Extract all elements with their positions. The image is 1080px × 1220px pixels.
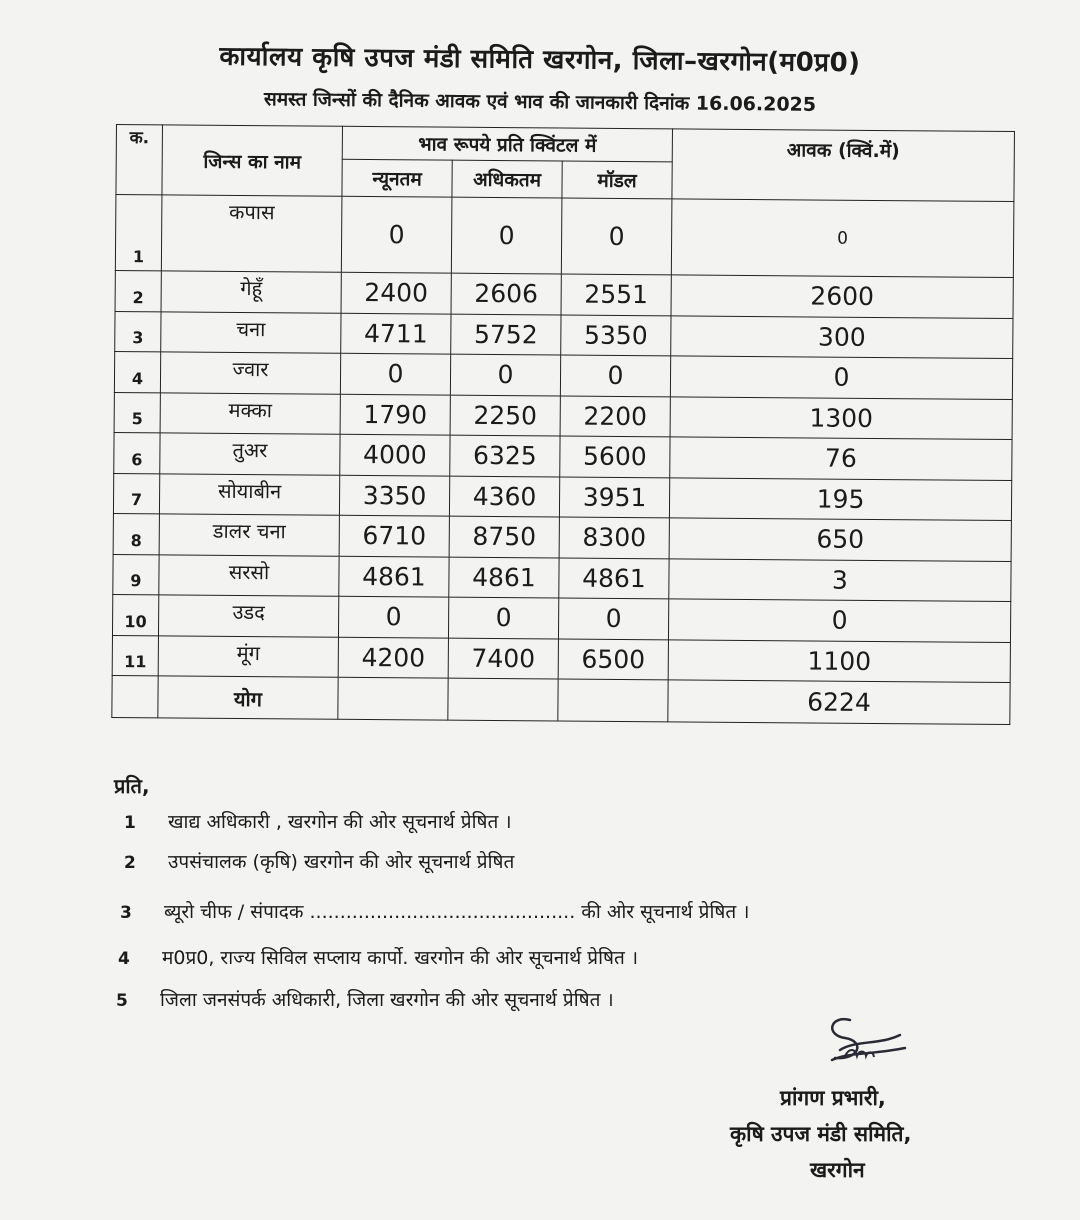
table-row xyxy=(112,594,1010,642)
recipient-text: खाद्य अधिकारी , खरगोन की ओर सूचनार्थ प्रेषित । xyxy=(168,811,512,833)
table-row xyxy=(114,432,1012,480)
col-arrival-header: आवक (क्विं.में) xyxy=(672,129,1015,202)
report-subtitle: समस्त जिन्सों की दैनिक आवक एवं भाव की जानकारी दिनांक 16.06.2025 xyxy=(263,88,817,116)
recipient-number: 3 xyxy=(120,903,132,923)
commodity-name: डालर चना xyxy=(159,514,339,556)
recipient-number: 1 xyxy=(124,813,136,833)
max-price: 2606 xyxy=(451,273,561,314)
arrival-qty: 0 xyxy=(671,199,1014,278)
commodity-name: गेहूँ xyxy=(161,271,341,313)
recipient-item xyxy=(118,944,638,970)
commodity-name: मूंग xyxy=(158,635,338,677)
modal-price: 0 xyxy=(560,355,670,396)
col-name-header: जिन्स का नाम xyxy=(162,125,343,196)
modal-price: 6500 xyxy=(558,638,668,679)
signatory-org: कृषि उपज मंडी समिति, xyxy=(730,1122,912,1146)
arrival-qty: 300 xyxy=(671,315,1013,358)
recipient-number: 5 xyxy=(116,991,128,1011)
arrival-qty: 0 xyxy=(670,356,1012,399)
modal-price: 5350 xyxy=(561,315,671,356)
min-price: 0 xyxy=(340,353,450,394)
commodity-name: उडद xyxy=(158,595,338,637)
total-label: योग xyxy=(158,676,338,719)
max-price: 8750 xyxy=(449,516,559,557)
modal-price: 2200 xyxy=(560,395,670,436)
price-table-wrapper xyxy=(111,124,1014,725)
arrival-qty: 2600 xyxy=(671,275,1013,318)
price-table xyxy=(111,124,1015,725)
commodity-name: सोयाबीन xyxy=(159,473,339,515)
total-arrival: 6224 xyxy=(668,680,1010,725)
recipients-label: प्रति, xyxy=(114,774,150,798)
min-price: 0 xyxy=(341,196,452,273)
min-price: 2400 xyxy=(341,272,451,313)
commodity-name: कपास xyxy=(161,195,342,272)
max-price: 2250 xyxy=(450,395,560,436)
signatory-title: प्रांगण प्रभारी, xyxy=(780,1086,886,1110)
arrival-qty: 3 xyxy=(669,558,1011,601)
min-price: 1790 xyxy=(340,394,450,435)
table-row xyxy=(113,513,1011,561)
arrival-qty: 0 xyxy=(668,599,1010,642)
serial-cell: 2 xyxy=(115,270,161,311)
table-row xyxy=(115,195,1014,278)
serial-cell: 10 xyxy=(112,594,158,635)
table-body xyxy=(112,195,1014,725)
total-max-cell xyxy=(448,678,558,721)
commodity-name: तुअर xyxy=(160,433,340,475)
office-title: कार्यालय कृषि उपज मंडी समिति खरगोन, जिला–खरगोन(म0प्र0) xyxy=(219,41,861,79)
min-price: 4861 xyxy=(339,556,449,597)
max-price: 0 xyxy=(448,597,558,638)
min-price: 6710 xyxy=(339,515,449,556)
recipient-number: 4 xyxy=(118,949,130,969)
recipient-text: उपसंचालक (कृषि) खरगोन की ओर सूचनार्थ प्रेषित xyxy=(168,851,515,873)
max-price: 0 xyxy=(451,197,562,274)
commodity-name: ज्वार xyxy=(160,352,340,394)
col-min-header: न्यूनतम xyxy=(342,159,452,197)
modal-price: 0 xyxy=(558,598,668,639)
commodity-name: चना xyxy=(161,311,341,353)
col-price-group-header: भाव रूपये प्रति क्विंटल में xyxy=(342,126,672,162)
modal-price: 5600 xyxy=(560,436,670,477)
serial-cell: 5 xyxy=(114,392,160,433)
table-row xyxy=(113,554,1011,602)
min-price: 0 xyxy=(338,596,448,637)
modal-price: 3951 xyxy=(559,476,669,517)
col-max-header: अधिकतम xyxy=(452,160,562,198)
modal-price: 8300 xyxy=(559,517,669,558)
signature-icon xyxy=(810,1010,920,1080)
max-price: 4861 xyxy=(449,557,559,598)
max-price: 4360 xyxy=(449,476,559,517)
serial-cell: 3 xyxy=(115,311,161,352)
signature-block xyxy=(690,1080,990,1188)
modal-price: 0 xyxy=(561,198,672,275)
total-serial-cell xyxy=(112,675,158,717)
table-row xyxy=(114,351,1012,399)
recipient-text: जिला जनसंपर्क अधिकारी, जिला खरगोन की ओर सूचनार्थ प्रेषित । xyxy=(160,989,614,1011)
max-price: 5752 xyxy=(451,314,561,355)
table-row xyxy=(115,270,1013,318)
serial-cell: 7 xyxy=(113,473,159,514)
arrival-qty: 195 xyxy=(669,477,1011,520)
recipient-item xyxy=(124,808,512,834)
table-row xyxy=(113,473,1011,521)
total-row xyxy=(112,675,1010,724)
commodity-name: मक्का xyxy=(160,392,340,434)
arrival-qty: 1100 xyxy=(668,639,1010,682)
min-price: 3350 xyxy=(339,475,449,516)
total-modal-cell xyxy=(558,679,668,722)
recipient-item xyxy=(116,986,614,1012)
arrival-qty: 650 xyxy=(669,518,1011,561)
recipient-number: 2 xyxy=(124,853,136,873)
serial-cell: 1 xyxy=(115,195,162,271)
total-min-cell xyxy=(338,677,448,720)
table-row xyxy=(115,311,1013,359)
recipient-item xyxy=(124,848,514,874)
serial-cell: 8 xyxy=(113,513,159,554)
modal-price: 4861 xyxy=(559,557,669,598)
recipient-text: ब्यूरो चीफ / संपादक ............................................ की ओर सूचनार्थ प्रेषित । xyxy=(164,901,750,923)
serial-cell: 11 xyxy=(112,635,158,676)
signatory-place: खरगोन xyxy=(810,1158,865,1182)
commodity-name: सरसो xyxy=(159,554,339,596)
serial-cell: 9 xyxy=(113,554,159,595)
max-price: 6325 xyxy=(450,435,560,476)
serial-cell: 6 xyxy=(114,432,160,473)
arrival-qty: 1300 xyxy=(670,396,1012,439)
recipient-text: म0प्र0, राज्य सिविल सप्लाय कार्पो. खरगोन की ओर सूचनार्थ प्रेषित । xyxy=(162,947,639,969)
serial-cell: 4 xyxy=(114,351,160,392)
col-modal-header: मॉडल xyxy=(562,161,672,199)
min-price: 4711 xyxy=(341,313,451,354)
min-price: 4200 xyxy=(338,637,448,678)
table-row xyxy=(112,635,1010,683)
arrival-qty: 76 xyxy=(670,437,1012,480)
max-price: 0 xyxy=(450,354,560,395)
min-price: 4000 xyxy=(340,434,450,475)
max-price: 7400 xyxy=(448,638,558,679)
table-row xyxy=(114,392,1012,440)
modal-price: 2551 xyxy=(561,274,671,315)
col-serial-header: क. xyxy=(116,125,163,195)
recipient-item xyxy=(120,898,749,924)
